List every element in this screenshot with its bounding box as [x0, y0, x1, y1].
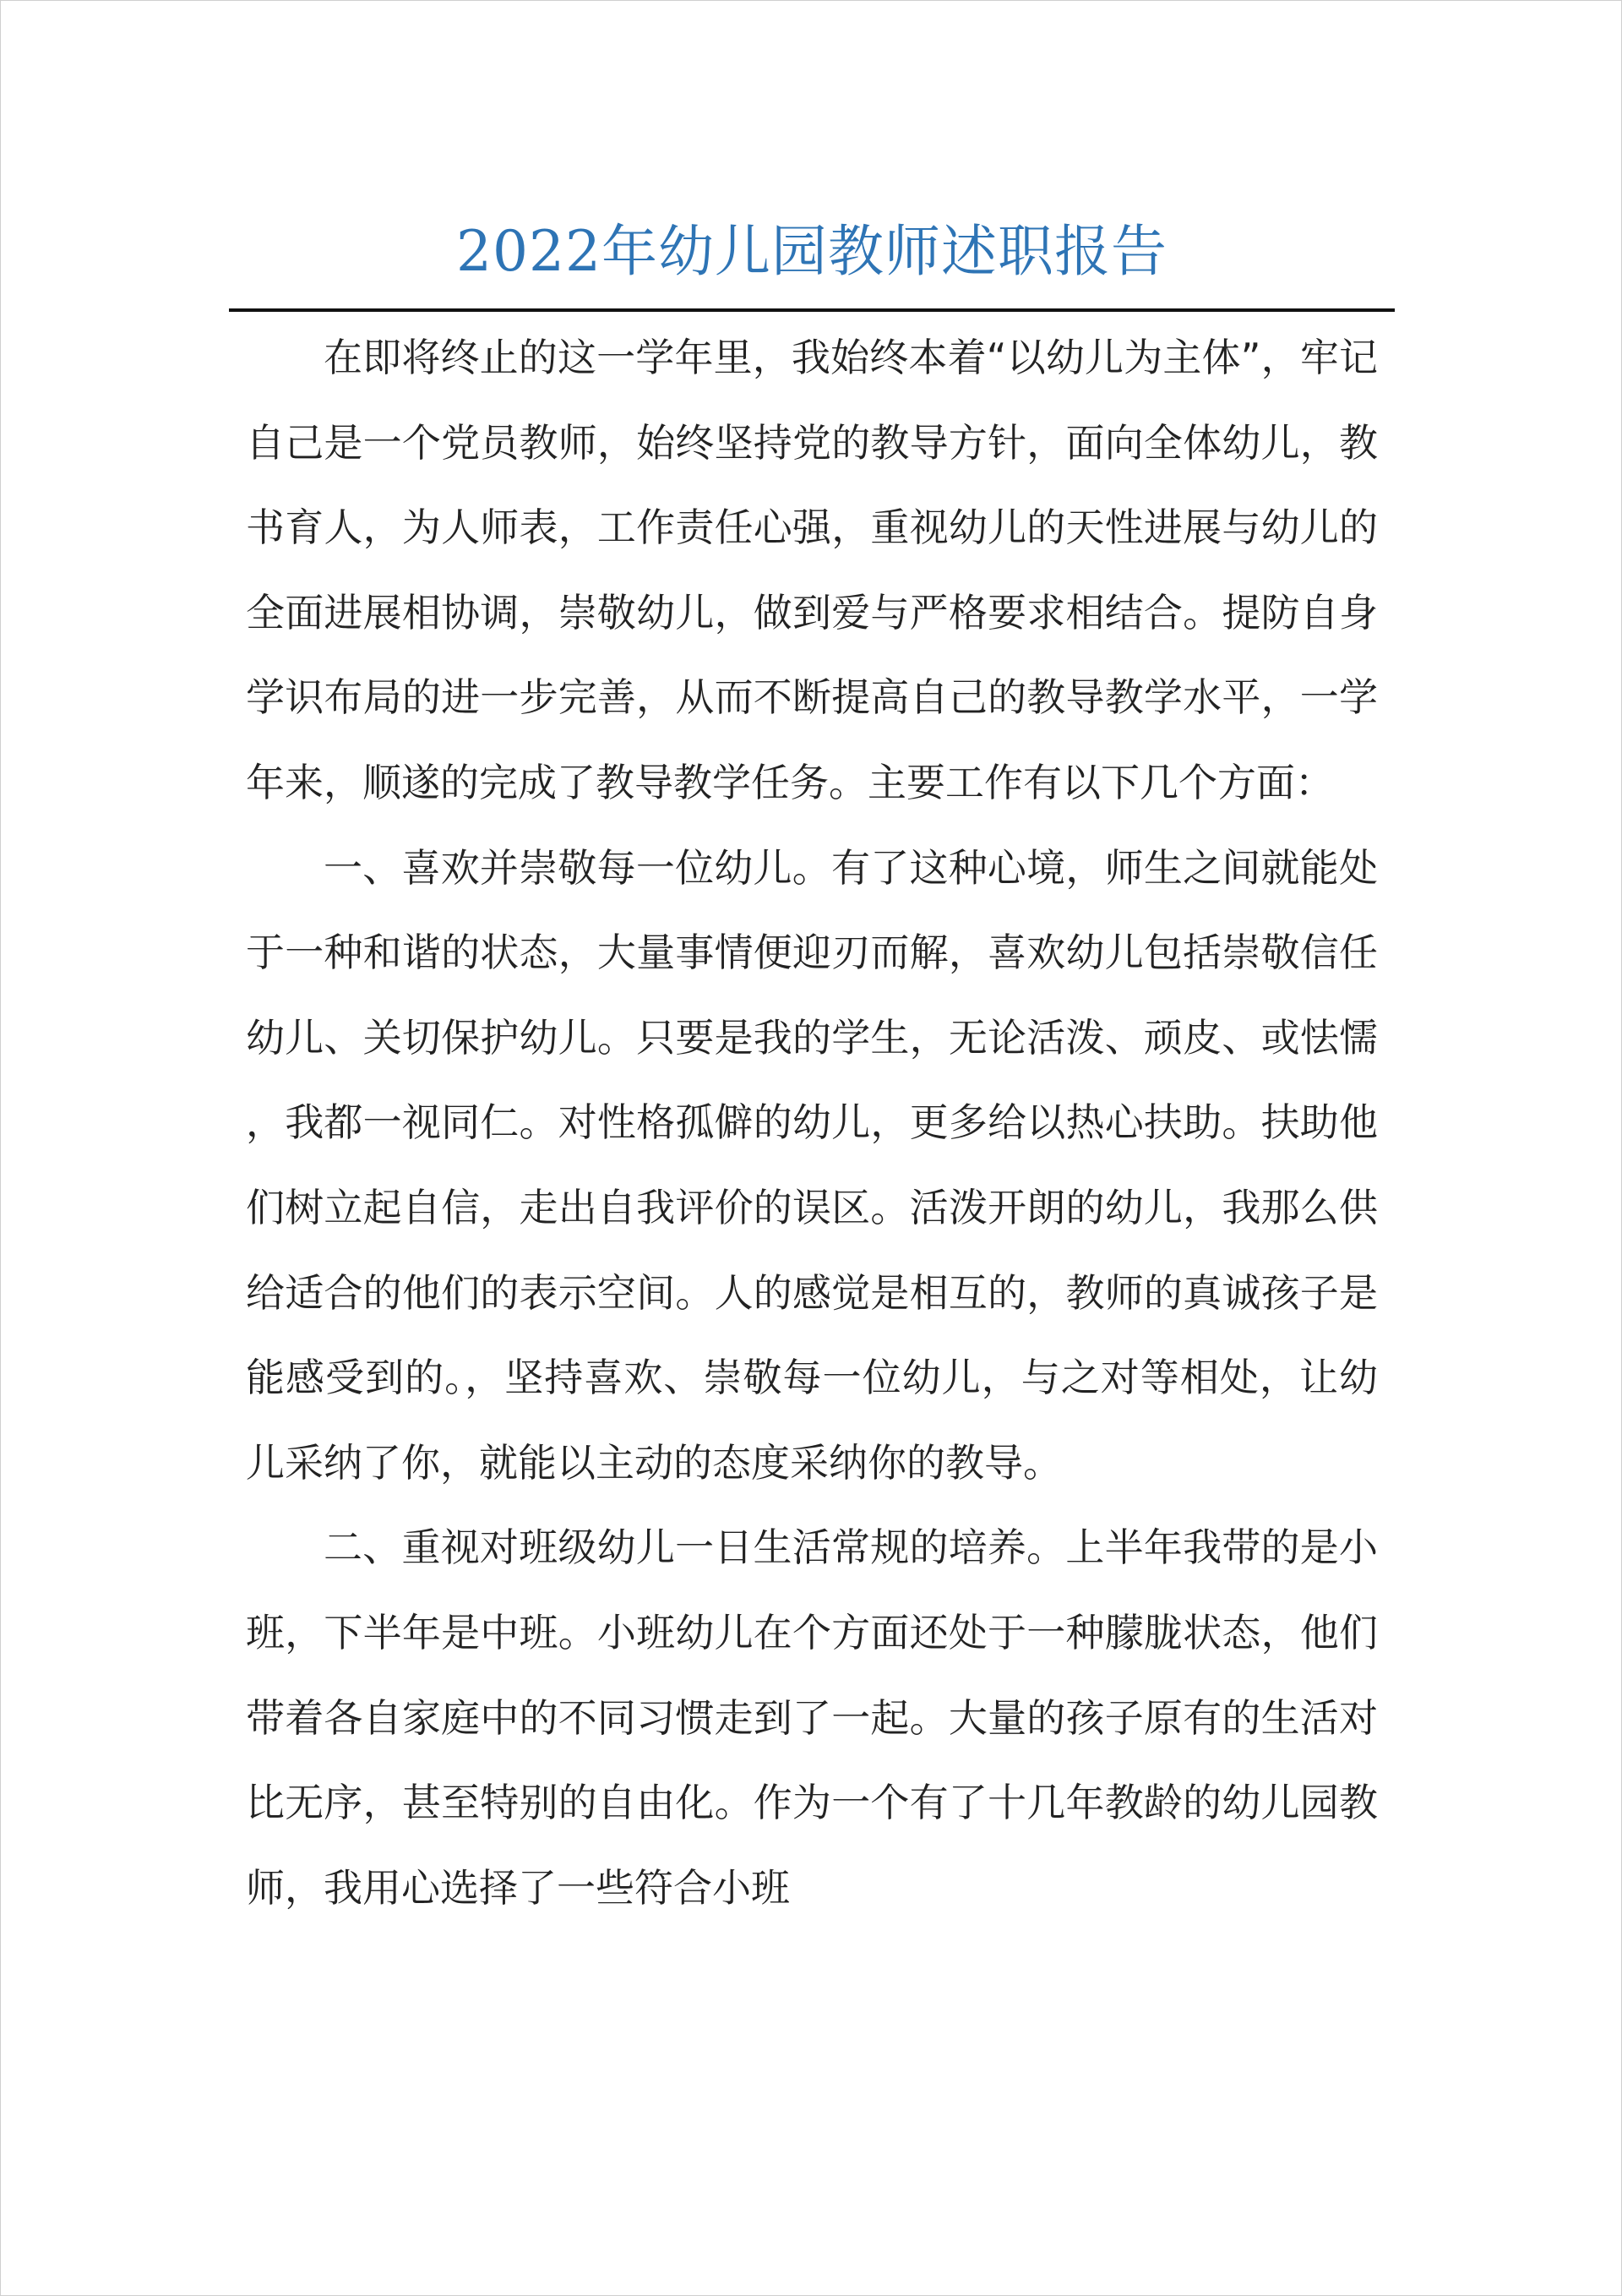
- paragraph-section-1: 一、喜欢并崇敬每一位幼儿。有了这种心境，师生之间就能处于一种和谐的状态，大量事情便迎刃而解，喜欢幼儿包括崇敬信任幼儿、关切保护幼儿。只要是我的学生，无论活泼、顽皮、或怯懦 ，我都一视同仁。对性格孤僻的幼儿，更多给以热心扶助。扶助他们树立起自信，走出自我评价的误区。活泼开朗的幼儿，我那么供给适合的他们的表示空间。人的感觉是相互的，教师的真诚孩子是能感受到的。，坚持喜欢、崇敬每一位幼儿，与之对等相处，让幼儿采纳了你，就能以主动的态度采纳你的教导。: [246, 844, 1378, 1486]
- title-underline-rule: [229, 308, 1395, 312]
- document-body: [246, 315, 1378, 1930]
- paragraph-intro: 在即将终止的这一学年里，我始终本着“以幼儿为主体”，牢记自己是一个党员教师，始终坚持党的教导方针，面向全体幼儿，教书育人，为人师表，工作责任心强，重视幼儿的天性进展与幼儿的全面进展相协调，崇敬幼儿，做到爱与严格要求相结合。提防自身学识布局的进一步完善，从而不断提高自己的教导教学水平，一学年来，顺遂的完成了教导教学任务。主要工作有以下几个方面：: [246, 335, 1378, 805]
- document-title: 2022年幼儿园教师述职报告: [456, 219, 1168, 284]
- paragraph-section-2: 二、重视对班级幼儿一日生活常规的培养。上半年我带的是小班，下半年是中班。小班幼儿在个方面还处于一种朦胧状态，他们带着各自家庭中的不同习惯走到了一起。大量的孩子原有的生活对比无序，甚至特别的自由化。作为一个有了十几年教龄的幼儿园教师，我用心选择了一些符合小班: [246, 1524, 1378, 1911]
